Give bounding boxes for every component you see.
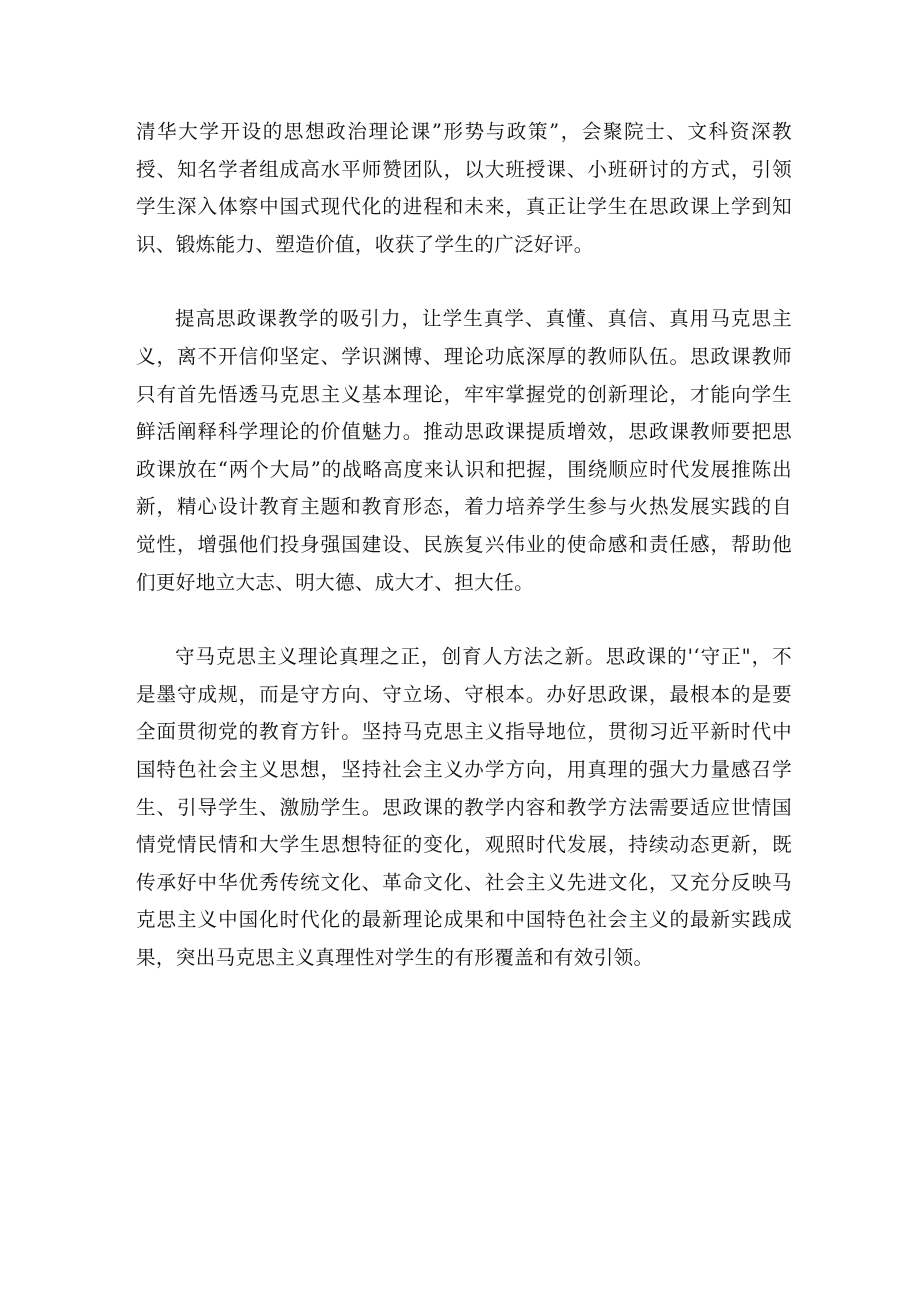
document-body: [136, 113, 792, 1013]
paragraph-3: 守马克思主义理论真理之正，创育人方法之新。思政课的'‘守正"，不是墨守成规，而是守方向、守立场、守根本。办好思政课，最根本的是要全面贯彻党的教育方针。坚持马克思主义指导地位，贯彻习近平新时代中国特色社会主义思想，坚持社会主义办学方向，用真理的强大力量感召学生、引导学生、激励学生。思政课的教学内容和教学方法需要适应世情国情党情民情和大学生思想特征的变化，观照时代发展，持续动态更新，既传承好中华优秀传统文化、革命文化、社会主义先进文化，又充分反映马克思主义中国化时代化的最新理论成果和中国特色社会主义的最新实践成果，突出马克思主义真理性对学生的有形覆盖和有效引领。: [136, 645, 792, 969]
paragraph-1: 清华大学开设的思想政治理论课”形势与政策”，会聚院士、文科资深教授、知名学者组成高水平师赞团队，以大班授课、小班研讨的方式，引领学生深入体察中国式现代化的进程和未来，真正让学生在思政课上学到知识、锻炼能力、塑造价值，收获了学生的广泛好评。: [136, 120, 792, 256]
paragraph-2: 提高思政课教学的吸引力，让学生真学、真懂、真信、真用马克思主义，离不开信仰坚定、学识渊博、理论功底深厚的教师队伍。思政课教师只有首先悟透马克思主义基本理论，牢牢掌握党的创新理论，才能向学生鲜活阐释科学理论的价值魅力。推动思政课提质增效，思政课教师要把思政课放在“两个大局”的战略高度来认识和把握，围绕顺应时代发展推陈出新，精心设计教育主题和教育形态，着力培养学生参与火热发展实践的自觉性，增强他们投身强国建设、民族复兴伟业的使命感和责任感，帮助他们更好地立大志、明大德、成大才、担大任。: [136, 307, 792, 594]
